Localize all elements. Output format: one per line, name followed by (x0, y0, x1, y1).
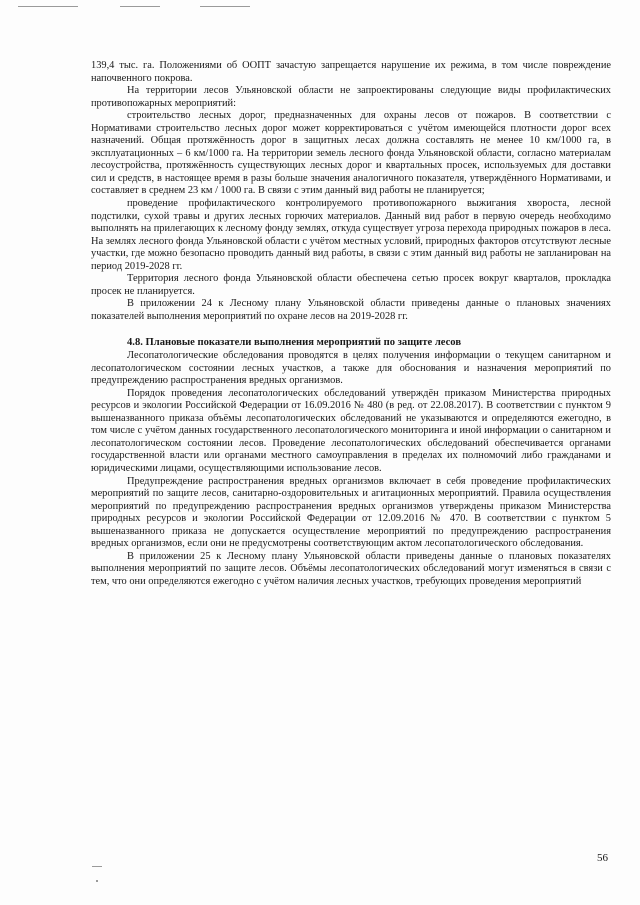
paragraph-6: В приложении 24 к Лесному плану Ульяновской области приведены данные о плановых значениях показателей выполнения мероприятий по охране лесов на 2019-2028 гг. (91, 298, 611, 322)
paragraph-1: 139,4 тыс. га. Положениями об ООПТ зачастую запрещается нарушение их режима, в том числе повреждение напочвенного покрова. (91, 60, 611, 84)
paragraph-3: строительство лесных дорог, предназначенных для охраны лесов от пожаров. В соответствии с Нормативами строительство лесных дорог может корректироваться с учётом имеющейся плотности дорог всех назначений. Общая протяжённость дорог в защитных лесах должна составлять не менее 10 км/1000 га, в эксплуатационных – 6 км/1000 га. На территории земель лесного фонда Ульяновской области, согласно материалам лесоустройства, протяжённость существующих лесных дорог и квартальных просек, используемых для доставки сил и средств, в настоящее время в разы больше значения аналогичного показателя, утверждённого Нормативами, и составляет в среднем 23 км / 1000 га. В связи с этим данный вид работы не планируется; (91, 110, 611, 197)
section-heading: 4.8. Плановые показатели выполнения мероприятий по защите лесов (127, 337, 462, 349)
scan-mark-top-left (18, 6, 78, 7)
paragraph-10: В приложении 25 к Лесному плану Ульяновской области приведены данные о плановых показателях выполнения мероприятий по защите лесов. Объёмы лесопатологических обследований могут изменяться в связи с тем, что они определяются ежегодно с учётом наличия лесных участков, требующих проведения мероприятий (91, 550, 611, 587)
scan-mark-top-right (200, 6, 250, 7)
paragraph-8: Порядок проведения лесопатологических обследований утверждён приказом Министерства природных ресурсов и экологии Российской Федерации от 16.09.2016 № 480 (в ред. от 22.08.2017). В соответствии с пунктом 9 вышеназванного приказа объёмы лесопатологических обследований не указываются и определяются ежегодно, в том числе с учётом данных государственного лесопатологического мониторинга и иной информации о санитарном и лесопатологическом состоянии лесов. Проведение лесопатологических обследований обеспечивается органами государственной власти или органами местного самоуправления в пределах их полномочий либо гражданами и юридическими лицами, осуществляющими использование лесов. (91, 387, 611, 474)
paragraph-2: На территории лесов Ульяновской области не запроектированы следующие виды профилактических противопожарных мероприятий: (91, 85, 611, 109)
scan-mark-top-mid (120, 6, 160, 7)
paragraph-4: проведение профилактического контролируемого противопожарного выжигания хвороста, лесной подстилки, сухой травы и других лесных горючих материалов. Данный вид работ в первую очередь необходимо выполнять на прилегающих к лесному фонду землях, откуда существует угроза перехода природных пожаров в леса. На землях лесного фонда Ульяновской области с учётом местных условий, природных факторов отсутствуют лесные участки, где можно безопасно проводить данный вид работы, в связи с этим данный вид работы не запланирован на период 2019-2028 гг. (91, 198, 611, 272)
page-number: 56 (597, 852, 608, 864)
paragraph-7: Лесопатологические обследования проводятся в целях получения информации о текущем санитарном и лесопатологическом состоянии лесных участков, а также для обоснования и назначения мероприятий по предупреждению распространения вредных организмов. (91, 350, 611, 387)
document-body (91, 60, 611, 588)
paragraph-5: Территория лесного фонда Ульяновской области обеспечена сетью просек вокруг кварталов, прокладка просек не планируется. (91, 273, 611, 297)
paragraph-9: Предупреждение распространения вредных организмов включает в себя проведение профилактических мероприятий по защите лесов, санитарно-оздоровительных и агитационных мероприятий. Правила осуществления мероприятий по предупреждению распространения вредных организмов утверждены приказом Министерства природных ресурсов и экологии Российской Федерации от 12.09.2016 № 470. В соответствии с пунктом 5 вышеназванного приказа не допускается осуществление мероприятий по предупреждению распространения вредных организмов, если они не предусмотрены соответствующим актом лесопатологического обследования. (91, 475, 611, 550)
section-gap (91, 323, 611, 337)
scan-mark-bottom-left (92, 866, 102, 867)
scan-dot-bottom-left (96, 880, 98, 882)
